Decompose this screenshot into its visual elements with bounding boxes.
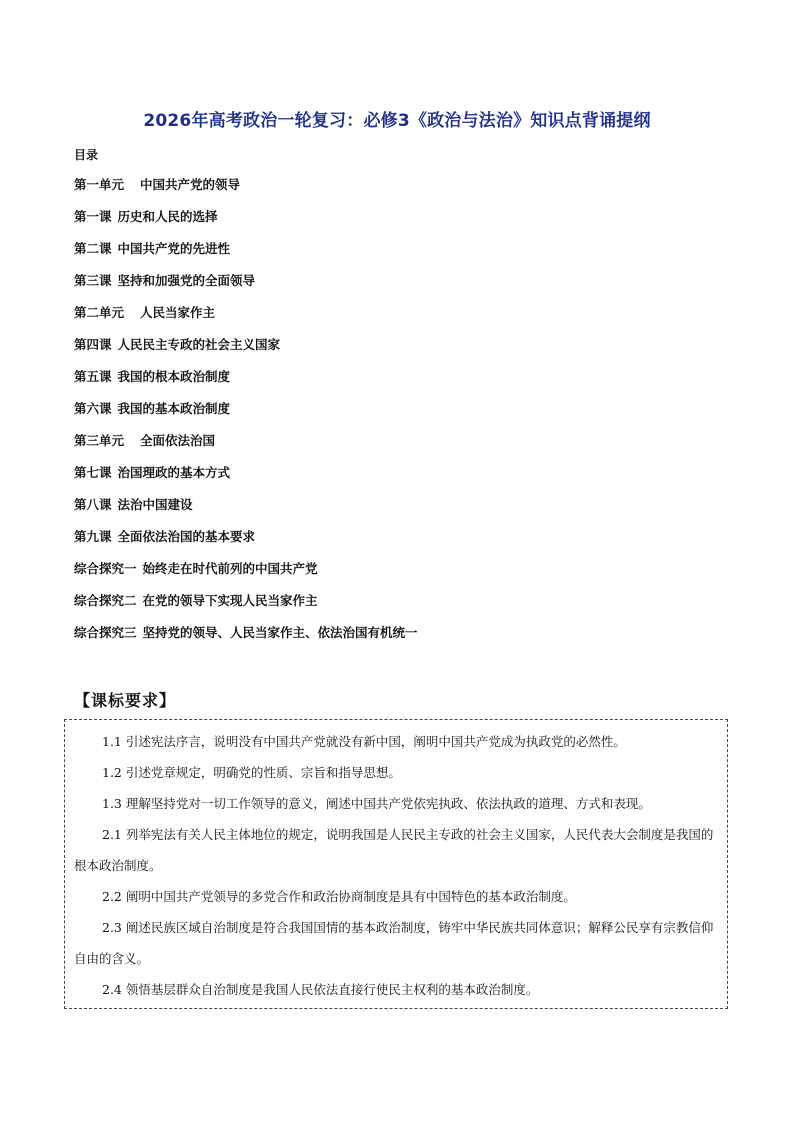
toc-item-label: 综合探究三 (74, 625, 137, 640)
toc-item-label: 第五课 (74, 369, 112, 384)
toc-item-text: 我国的基本政治制度 (117, 401, 231, 416)
toc-item-lesson-2[interactable] (74, 240, 418, 272)
curriculum-requirements-list (74, 726, 722, 1005)
toc-item-unit-2[interactable] (74, 304, 418, 336)
requirement-item: 1.1 引述宪法序言，说明没有中国共产党就没有新中国，阐明中国共产党成为执政党的必然性。 (102, 734, 626, 749)
toc-item-lesson-4[interactable] (74, 336, 418, 368)
toc-item-label: 第三课 (74, 273, 112, 288)
toc-item-label: 综合探究二 (74, 593, 137, 608)
toc-item-label: 第二课 (74, 241, 112, 256)
toc-item-text: 历史和人民的选择 (117, 209, 218, 224)
toc-item-label: 第七课 (74, 465, 112, 480)
requirement-item: 2.2 阐明中国共产党领导的多党合作和政治协商制度是具有中国特色的基本政治制度。 (102, 889, 576, 904)
toc-item-lesson-6[interactable] (74, 400, 418, 432)
toc-item-text: 全面依法治国的基本要求 (117, 529, 256, 544)
requirement-item: 2.1 列举宪法有关人民主体地位的规定，说明我国是人民民主专政的社会主义国家，人民代表大会制度是我国的根本政治制度。 (74, 827, 714, 873)
toc-item-text: 坚持和加强党的全面领导 (117, 273, 256, 288)
requirement-item: 1.3 理解坚持党对一切工作领导的意义，阐述中国共产党依宪执政、依法执政的道理、方式和表现。 (102, 796, 651, 811)
toc-item-text: 始终走在时代前列的中国共产党 (142, 561, 318, 576)
toc-item-label: 第六课 (74, 401, 112, 416)
toc-item-label: 第八课 (74, 497, 112, 512)
toc-item-text: 在党的领导下实现人民当家作主 (142, 593, 318, 608)
toc-item-text: 法治中国建设 (117, 497, 193, 512)
toc-item-lesson-8[interactable] (74, 496, 418, 528)
toc-item-label: 综合探究一 (74, 561, 137, 576)
toc-item-text: 全面依法治国 (140, 433, 216, 448)
toc-item-label: 第一课 (74, 209, 112, 224)
toc-item-lesson-1[interactable] (74, 208, 418, 240)
toc-item-text: 人民当家作主 (140, 305, 216, 320)
toc-heading: 目录 (74, 148, 99, 162)
requirement-item: 1.2 引述党章规定，明确党的性质、宗旨和指导思想。 (102, 765, 401, 780)
toc-item-unit-3[interactable] (74, 432, 418, 464)
toc-item-text: 治国理政的基本方式 (117, 465, 231, 480)
toc-item-text: 坚持党的领导、人民当家作主、依法治国有机统一 (142, 625, 418, 640)
toc-item-label: 第二单元 (74, 305, 125, 320)
toc-item-inquiry-2[interactable] (74, 592, 418, 624)
toc-item-lesson-5[interactable] (74, 368, 418, 400)
toc-item-lesson-3[interactable] (74, 272, 418, 304)
toc-item-inquiry-1[interactable] (74, 560, 418, 592)
toc-item-label: 第四课 (74, 337, 112, 352)
curriculum-requirements-heading: 【课标要求】 (74, 691, 177, 710)
toc-item-text: 我国的根本政治制度 (117, 369, 231, 384)
document-title: 2026年高考政治一轮复习：必修3《政治与法治》知识点背诵提纲 (143, 111, 651, 131)
toc-item-inquiry-3[interactable] (74, 624, 418, 656)
toc-item-unit-1[interactable] (74, 176, 418, 208)
requirement-item: 2.4 领悟基层群众自治制度是我国人民依法直接行使民主权利的基本政治制度。 (102, 982, 539, 997)
toc-item-label: 第九课 (74, 529, 112, 544)
toc-item-text: 中国共产党的先进性 (117, 241, 231, 256)
toc-item-text: 人民民主专政的社会主义国家 (117, 337, 281, 352)
toc-item-lesson-7[interactable] (74, 464, 418, 496)
table-of-contents (74, 176, 418, 656)
toc-item-lesson-9[interactable] (74, 528, 418, 560)
toc-item-label: 第三单元 (74, 433, 125, 448)
requirement-item: 2.3 阐述民族区域自治制度是符合我国国情的基本政治制度，铸牢中华民族共同体意识；解释公民享有宗教信仰自由的含义。 (74, 920, 714, 966)
toc-item-label: 第一单元 (74, 177, 125, 192)
toc-item-text: 中国共产党的领导 (140, 177, 241, 192)
